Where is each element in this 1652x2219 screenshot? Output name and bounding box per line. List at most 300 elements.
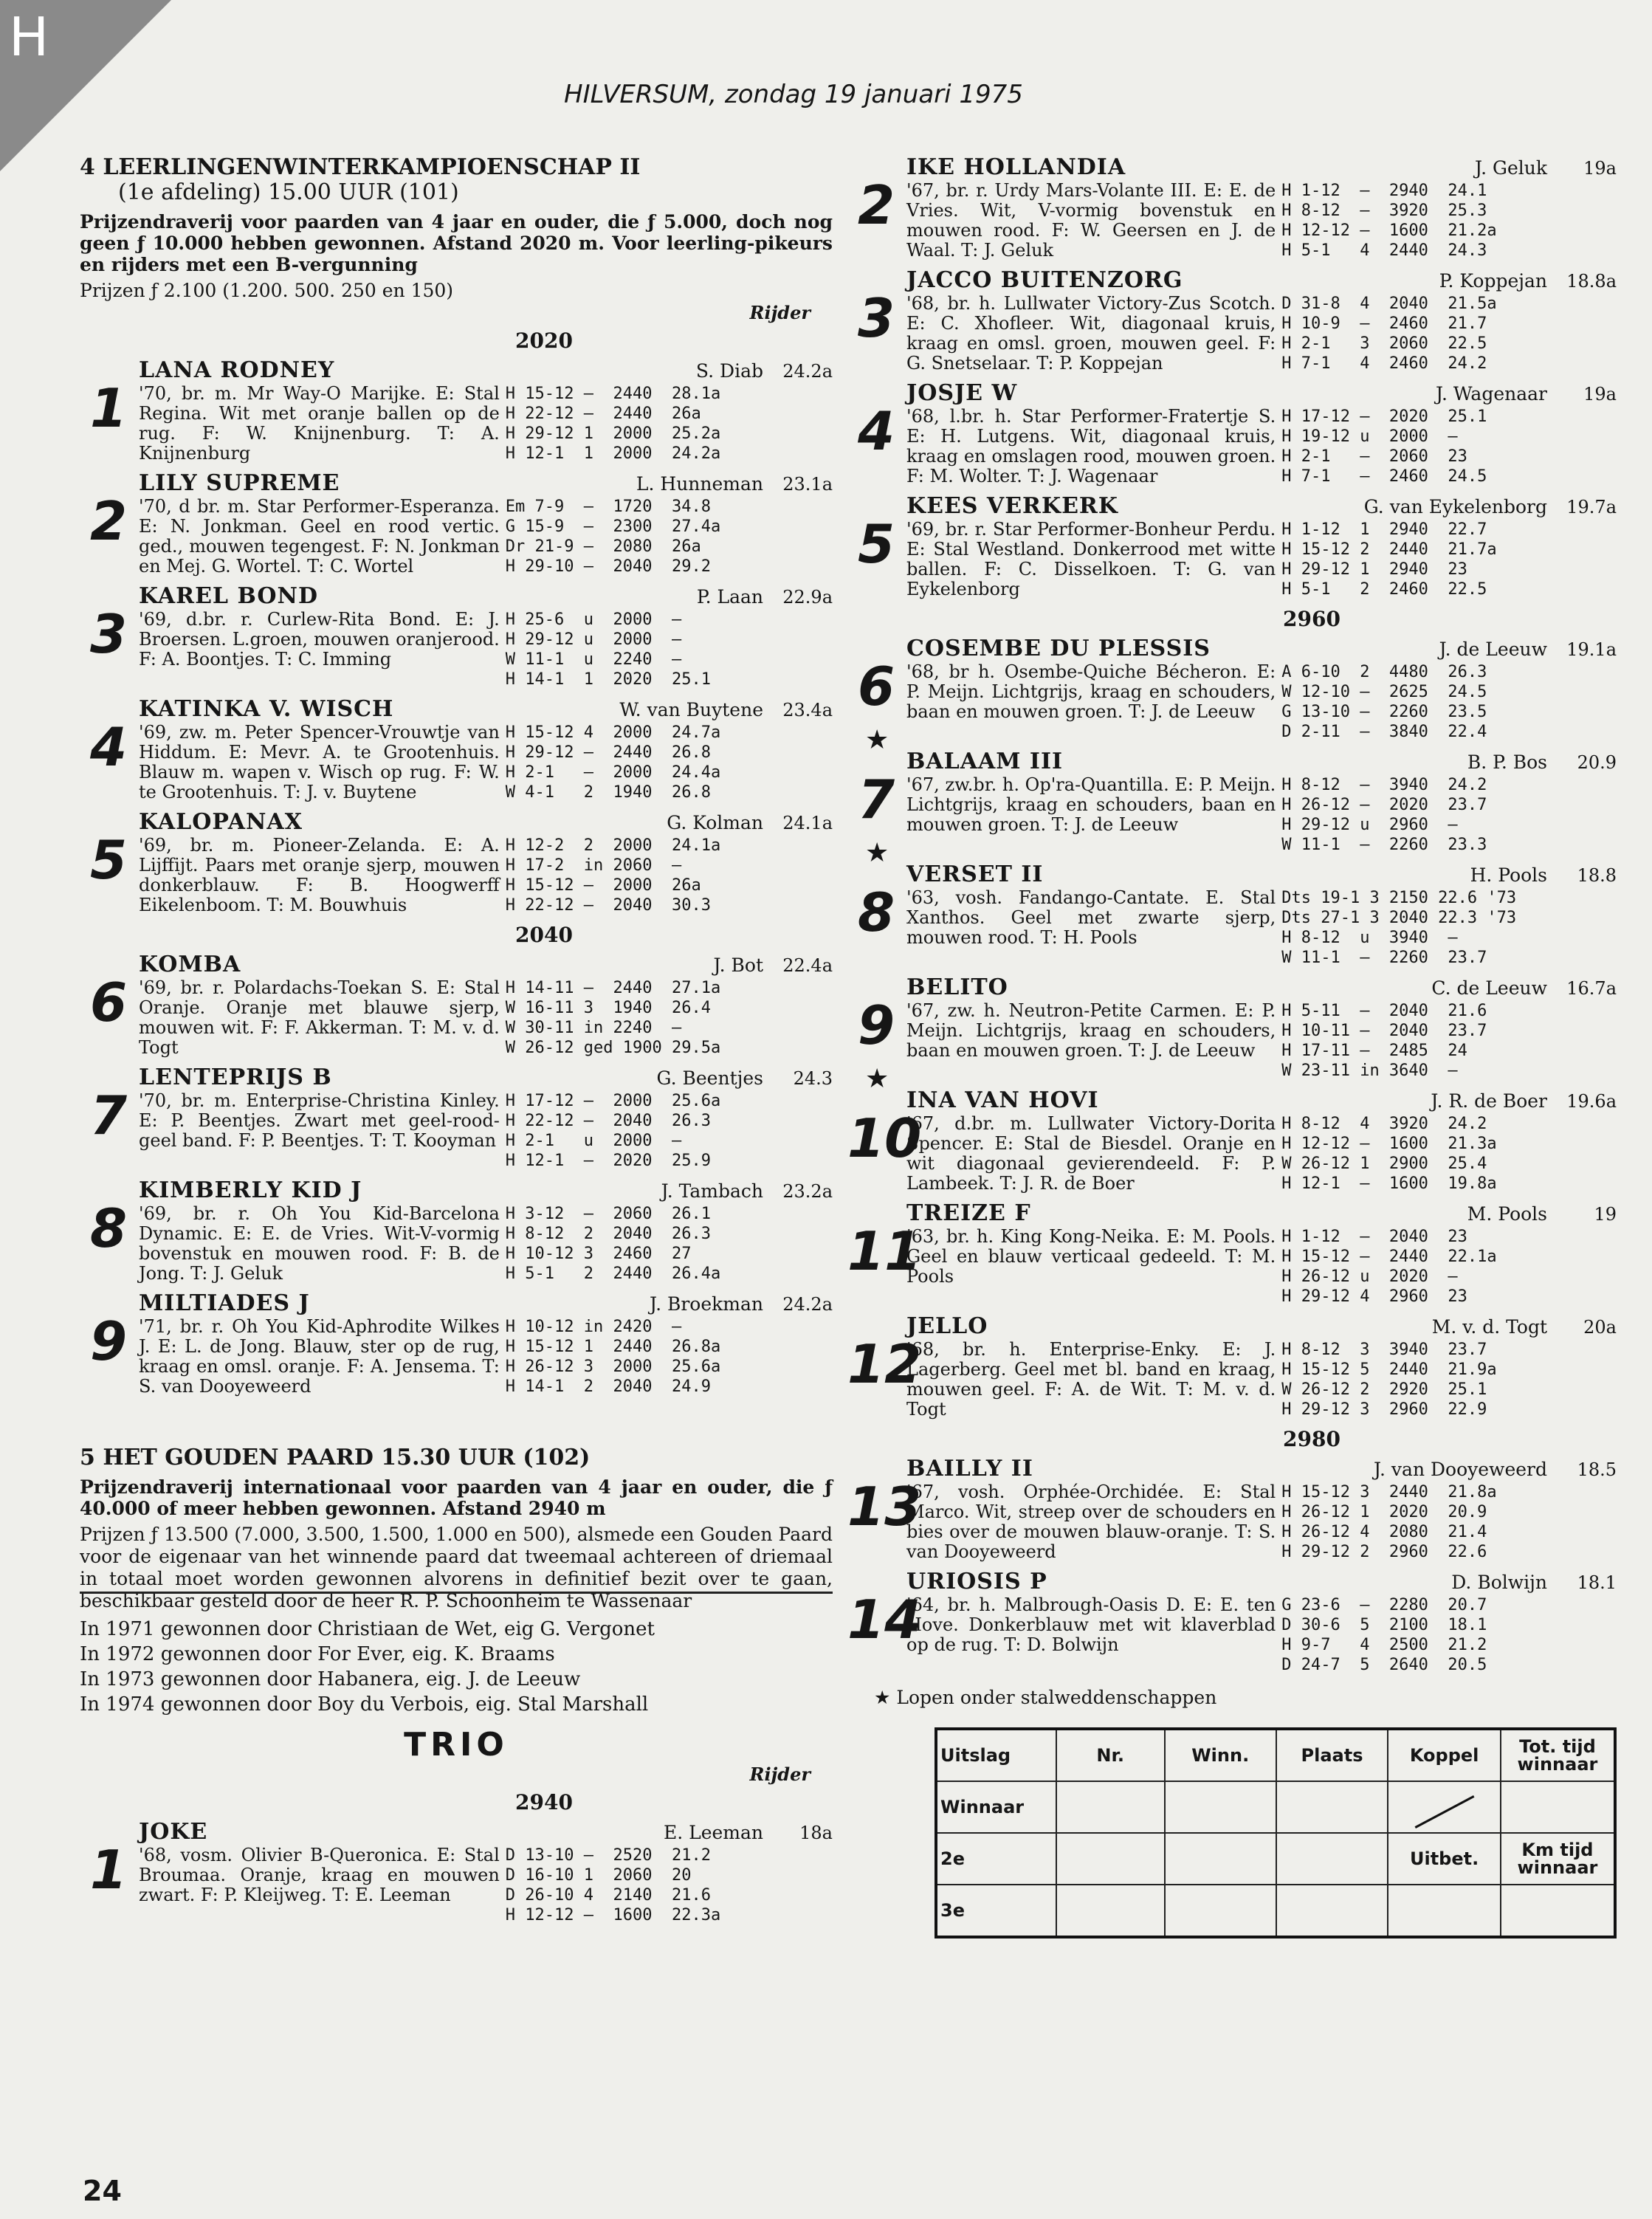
star-legend: ★ Lopen onder stalweddenschappen [874, 1687, 1217, 1708]
blank-cell [1276, 1781, 1388, 1833]
race-entry [847, 155, 1617, 261]
performance-line: H 17-12 — 2000 25.6a [505, 1092, 721, 1110]
horse-name: KIMBERLY KID J [139, 1177, 362, 1203]
horse-description: '67, d.br. m. Lullwater Victory-Dorita Spencer. E: Stal de Biesdel. Oranje en wit diagonaal gevierendeeld. F: P. Lambeek. T: J. R. de Boer [906, 1113, 1276, 1194]
performance-line: W 11-1 — 2260 23.3 [1281, 836, 1487, 854]
blank-cell [1501, 1885, 1615, 1937]
entry-header [139, 471, 833, 497]
rider-name: G. Beentjes [656, 1067, 763, 1089]
performance-line: D 13-10 — 2520 21.2 [505, 1846, 711, 1865]
performance-line: H 1-12 — 2040 23 [1281, 1228, 1467, 1246]
performance-line: H 22-12 — 2440 26a [505, 405, 701, 423]
recent-performances [1281, 888, 1617, 968]
header-cell: Plaats [1276, 1729, 1388, 1781]
start-number: 7 [857, 768, 895, 830]
race-entry [847, 749, 1617, 868]
horse-name: JOKE [139, 1819, 208, 1845]
race-entry [847, 268, 1617, 374]
recent-performances [506, 1845, 833, 1925]
record-time: 24.3 [793, 1068, 833, 1089]
race5-entries-2940 [80, 1820, 833, 1925]
entry-header [139, 1291, 833, 1317]
entry-body [906, 1595, 1617, 1675]
performance-line: H 10-12 3 2460 27 [505, 1245, 692, 1263]
entry-header [139, 697, 833, 723]
entry-body [139, 1091, 833, 1171]
entry-body [139, 978, 833, 1058]
performance-line: H 7-1 — 2460 24.5 [1281, 467, 1487, 486]
start-number: 14 [847, 1589, 922, 1651]
horse-description: '63, br. h. King Kong-Neika. E: M. Pools. Geel en blauw verticaal gedeeld. T: M. Pools [906, 1226, 1276, 1287]
race-entry [80, 471, 833, 577]
entry-header [906, 1088, 1617, 1114]
performance-line: D 30-6 5 2100 18.1 [1281, 1616, 1487, 1634]
horse-description: '71, br. r. Oh You Kid-Aphrodite Wilkes J. E: L. de Jong. Blauw, ster op de rug, kraag en omsl. oranje. F: A. Jensema. T: S. van Dooyeweerd [139, 1316, 500, 1397]
rider-name: P. Laan [696, 586, 763, 608]
horse-name: TREIZE F [906, 1200, 1031, 1226]
horse-name: KALOPANAX [139, 809, 303, 835]
entry-body [906, 1482, 1617, 1562]
start-number: 7 [89, 1084, 128, 1146]
performance-line: H 19-12 u 2000 — [1281, 427, 1458, 446]
performance-line: H 22-12 — 2040 30.3 [505, 896, 711, 915]
entry-header [906, 1569, 1617, 1595]
horse-name: BELITO [906, 974, 1008, 1000]
start-number: 4 [857, 400, 895, 462]
race5-entries-2940-cont [847, 155, 1617, 599]
performance-line: H 12-1 1 2000 24.2a [505, 444, 721, 463]
recent-performances [506, 836, 833, 915]
rider-name: D. Bolwijn [1451, 1572, 1547, 1593]
horse-name: JELLO [906, 1313, 988, 1339]
row-label: 3e [936, 1885, 1056, 1937]
entry-body [139, 723, 833, 802]
horse-name: MILTIADES J [139, 1290, 310, 1316]
performance-line: W 26-12 1 2900 25.4 [1281, 1155, 1487, 1173]
performance-line: H 8-12 4 3920 24.2 [1281, 1115, 1487, 1133]
performance-line: H 12-1 — 1600 19.8a [1281, 1174, 1497, 1193]
start-number: 10 [847, 1107, 922, 1169]
performance-line: H 22-12 — 2040 26.3 [505, 1112, 711, 1130]
horse-name: VERSET II [906, 861, 1044, 887]
performance-line: H 2-1 3 2060 22.5 [1281, 334, 1487, 353]
horse-description: '68, br h. Osembe-Quiche Bécheron. E: P. Meijn. Lichtgrijs, kraag en schouders, baan en mouwen groen. T: J. de Leeuw [906, 661, 1276, 722]
horse-name: IKE HOLLANDIA [906, 154, 1126, 180]
performance-line: H 25-6 u 2000 — [505, 610, 682, 629]
performance-line: H 8-12 — 3940 24.2 [1281, 776, 1487, 794]
recent-performances [1281, 1001, 1617, 1081]
recent-performances [506, 723, 833, 802]
recent-performances [1281, 520, 1617, 599]
entry-header [906, 494, 1617, 520]
race-entry [847, 1569, 1617, 1675]
horse-description: '63, vosh. Fandango-Cantate. E. Stal Xanthos. Geel met zwarte sjerp, mouwen rood. T: H. Pools [906, 887, 1276, 948]
performance-line: H 26-12 — 2020 23.7 [1281, 796, 1487, 814]
entry-header [906, 268, 1617, 294]
winner-line: In 1972 gewonnen door For Ever, eig. K. Braams [80, 1643, 555, 1665]
rider-name: B. P. Bos [1467, 751, 1547, 773]
performance-line: H 15-12 — 2440 22.1a [1281, 1248, 1497, 1266]
entry-body [906, 662, 1617, 742]
blank-cell [1388, 1885, 1501, 1937]
entry-body [906, 181, 1617, 261]
record-time: 19.7a [1566, 497, 1617, 517]
start-number: 5 [89, 829, 128, 891]
rider-name: M. v. d. Togt [1431, 1316, 1547, 1338]
start-number: 5 [857, 513, 895, 575]
entry-header [139, 358, 833, 384]
blank-cell [1501, 1781, 1615, 1833]
rider-name: J. Tambach [661, 1180, 763, 1202]
blank-cell [1056, 1833, 1165, 1885]
performance-line: H 15-12 — 2000 26a [505, 876, 701, 895]
race-entry [80, 1820, 833, 1925]
horse-name: KEES VERKERK [906, 493, 1118, 519]
header-cell: Uitslag [936, 1729, 1056, 1781]
performance-line: H 5-11 — 2040 21.6 [1281, 1002, 1487, 1020]
entry-body [906, 1001, 1617, 1081]
entry-body [139, 1845, 833, 1925]
right-column [847, 155, 1617, 1938]
winner-line: In 1974 gewonnen door Boy du Verbois, eig. Stal Marshall [80, 1693, 649, 1716]
race-entry [80, 1065, 833, 1171]
recent-performances [506, 497, 833, 577]
performance-line: H 12-12 — 1600 21.2a [1281, 221, 1497, 240]
previous-winners [80, 1617, 833, 1717]
start-number: 9 [857, 994, 895, 1056]
horse-name: LENTEPRIJS B [139, 1064, 332, 1090]
performance-line: H 15-12 — 2440 28.1a [505, 385, 721, 403]
horse-name: LILY SUPREME [139, 470, 340, 496]
race5-title: 5 HET GOUDEN PAARD 15.30 UUR (102) [80, 1445, 591, 1470]
entry-header [906, 155, 1617, 181]
performance-line: H 15-12 4 2000 24.7a [505, 723, 721, 742]
blank-cell [1056, 1781, 1165, 1833]
performance-line: W 23-11 in 3640 — [1281, 1062, 1458, 1080]
performance-line: D 24-7 5 2640 20.5 [1281, 1656, 1487, 1674]
race5-prizes: Prijzen ƒ 13.500 (7.000, 3.500, 1.500, 1.000 en 500), alsmede een Gouden Paard voor de eigenaar van het winnende paard dat tweemaal achtereen of driemaal in totaal moet worden gewonnen alvorens in definitief bezit over te gaan, beschikbaar gesteld door de heer R. P. Schoonheim te Wassenaar [80, 1524, 833, 1611]
rider-name: G. Kolman [667, 812, 763, 833]
record-time: 19.1a [1566, 639, 1617, 660]
horse-description: '70, d br. m. Star Performer-Esperanza. E: N. Jonkman. Geel en rood vertic. ged., mouwen tegengest. F: N. Jonkman en Mej. G. Wortel. T: C. Wortel [139, 496, 500, 577]
performance-line: H 8-12 u 3940 — [1281, 929, 1458, 947]
record-time: 23.1a [782, 474, 833, 495]
stable-bet-star-icon: ★ [865, 725, 889, 755]
rider-column-header: Rijder [749, 1764, 810, 1785]
race4-entries-2020 [80, 358, 833, 915]
performance-line: H 10-12 in 2420 — [505, 1318, 682, 1336]
race-entry [847, 862, 1617, 968]
race-entry [847, 1201, 1617, 1307]
horse-description: '67, zw.br. h. Op'ra-Quantilla. E: P. Meijn. Lichtgrijs, kraag en schouders, baan en mouwen groen. T: J. de Leeuw [906, 774, 1276, 835]
rider-name: L. Hunneman [636, 473, 763, 495]
row-label: 2e [936, 1833, 1056, 1885]
entry-header [139, 584, 833, 610]
section-divider [80, 1592, 833, 1594]
race-entry [847, 494, 1617, 599]
performance-line: H 15-12 2 2440 21.7a [1281, 540, 1497, 559]
race-entry [847, 1314, 1617, 1420]
race-entry [80, 810, 833, 915]
start-number: 3 [89, 603, 128, 665]
performance-line: H 26-12 1 2020 20.9 [1281, 1503, 1487, 1521]
distance-heading: 2960 [1283, 607, 1340, 631]
performance-line: H 15-12 1 2440 26.8a [505, 1338, 721, 1356]
performance-line: H 8-12 — 3920 25.3 [1281, 202, 1487, 220]
performance-line: H 15-12 3 2440 21.8a [1281, 1483, 1497, 1501]
record-time: 19a [1583, 158, 1617, 179]
horse-description: '68, l.br. h. Star Performer-Fratertje S. E: H. Lutgens. Wit, diagonaal kruis, kraag en omslagen rood, mouwen groen. F: M. Wolter. T: J. Wagenaar [906, 406, 1276, 486]
horse-description: '68, br. h. Lullwater Victory-Zus Scotch. E: C. Xhofleer. Wit, diagonaal kruis, kraag en omsl. groen, mouwen geel. F: G. Snetselaar. T: P. Koppejan [906, 293, 1276, 374]
horse-name: KATINKA V. WISCH [139, 696, 394, 722]
entry-body [139, 1317, 833, 1397]
performance-line: D 26-10 4 2140 21.6 [505, 1886, 711, 1905]
rider-column-header: Rijder [749, 302, 810, 323]
performance-line: G 15-9 — 2300 27.4a [505, 517, 721, 536]
performance-line: H 26-12 u 2020 — [1281, 1267, 1458, 1286]
recent-performances [506, 1317, 833, 1397]
record-time: 22.4a [782, 955, 833, 976]
record-time: 20.9 [1577, 752, 1617, 773]
horse-description: '69, d.br. r. Curlew-Rita Bond. E: J. Broersen. L.groen, mouwen oranjerood. F: A. Boontjes. T: C. Imming [139, 609, 500, 670]
performance-line: H 29-12 u 2960 — [1281, 816, 1458, 834]
blank-cell [1165, 1833, 1276, 1885]
horse-name: URIOSIS P [906, 1569, 1047, 1594]
performance-line: H 5-1 2 2440 26.4a [505, 1265, 721, 1283]
blank-cell [1276, 1833, 1388, 1885]
record-time: 16.7a [1566, 978, 1617, 999]
result-row-winnaar [936, 1781, 1615, 1833]
race5-description: Prijzendraverij internationaal voor paarden van 4 jaar en ouder, die ƒ 40.000 of meer hebben gewonnen. Afstand 2940 m [80, 1476, 833, 1519]
uitbet-cell: Uitbet. [1388, 1833, 1501, 1885]
performance-line: H 26-12 3 2000 25.6a [505, 1358, 721, 1376]
stable-bet-star-icon: ★ [865, 1064, 889, 1094]
race-entry [80, 1178, 833, 1284]
performance-line: A 6-10 2 4480 26.3 [1281, 663, 1487, 681]
performance-line: H 17-11 — 2485 24 [1281, 1042, 1467, 1060]
performance-line: D 31-8 4 2040 21.5a [1281, 295, 1497, 313]
entry-body [906, 294, 1617, 374]
winner-line: In 1971 gewonnen door Christiaan de Wet, eig G. Vergonet [80, 1618, 655, 1640]
performance-line: H 3-12 — 2060 26.1 [505, 1205, 711, 1223]
page-number: 24 [83, 2175, 122, 2207]
record-time: 18a [799, 1823, 833, 1843]
performance-line: Dts 27-1 3 2040 22.3 '73 [1281, 909, 1517, 927]
performance-line: W 26-12 ged 1900 29.5a [505, 1039, 721, 1057]
start-number: 13 [847, 1476, 922, 1538]
recent-performances [1281, 1482, 1617, 1562]
entry-body [906, 1227, 1617, 1307]
rider-name: J. Geluk [1475, 157, 1547, 179]
left-column [80, 155, 833, 1933]
race-entry [847, 381, 1617, 486]
performance-line: W 16-11 3 1940 26.4 [505, 999, 711, 1017]
race4-prizes: Prijzen ƒ 2.100 (1.200. 500. 250 en 150) [80, 280, 454, 301]
performance-line: H 26-12 4 2080 21.4 [1281, 1523, 1487, 1541]
record-time: 20a [1583, 1317, 1617, 1338]
horse-description: '69, br. m. Pioneer-Zelanda. E: A. Lijffijt. Paars met oranje sjerp, mouwen donkerblauw. F: B. Hoogwerff Eikelenboom. T: M. Bouwhuis [139, 835, 500, 915]
entry-body [139, 836, 833, 915]
performance-line: H 15-12 5 2440 21.9a [1281, 1360, 1497, 1379]
race4-subtitle: (1e afdeling) 15.00 UUR (101) [118, 179, 459, 205]
rider-name: J. Wagenaar [1435, 383, 1547, 405]
start-number: 12 [847, 1333, 922, 1395]
performance-line: H 29-12 — 2440 26.8 [505, 743, 711, 762]
performance-line: H 29-12 1 2940 23 [1281, 560, 1467, 579]
horse-name: KAREL BOND [139, 583, 318, 609]
horse-description: '69, br. r. Oh You Kid-Barcelona Dynamic. E: E. de Vries. Wit-V-vormig bovenstuk en mouwen rood. F: B. de Jong. T: J. Geluk [139, 1203, 500, 1284]
start-number: 6 [857, 656, 895, 718]
race-entry [80, 358, 833, 464]
horse-name: LANA RODNEY [139, 357, 335, 383]
rider-name: J. R. de Boer [1431, 1090, 1547, 1112]
record-time: 24.1a [782, 813, 833, 833]
distance-heading: 2980 [1283, 1427, 1340, 1451]
performance-line: H 29-12 1 2000 25.2a [505, 424, 721, 443]
recent-performances [1281, 1114, 1617, 1194]
entry-body [139, 610, 833, 689]
distance-heading: 2020 [515, 328, 573, 353]
entry-header [906, 1314, 1617, 1340]
performance-line: H 9-7 4 2500 21.2 [1281, 1636, 1487, 1654]
performance-line: W 12-10 — 2625 24.5 [1281, 683, 1487, 701]
performance-line: Em 7-9 — 1720 34.8 [505, 498, 711, 516]
performance-line: W 26-12 2 2920 25.1 [1281, 1380, 1487, 1399]
rider-name: J. de Leeuw [1439, 639, 1547, 660]
entry-header [139, 810, 833, 836]
record-time: 18.8a [1566, 271, 1617, 292]
km-tijd-cell: Km tijd winnaar [1501, 1833, 1615, 1885]
distance-heading: 2940 [515, 1790, 573, 1814]
entry-header [906, 636, 1617, 662]
header-cell: Winn. [1165, 1729, 1276, 1781]
record-time: 23.2a [782, 1181, 833, 1202]
corner-letter: H [9, 6, 49, 68]
blank-cell [1165, 1781, 1276, 1833]
record-time: 19 [1594, 1204, 1617, 1225]
performance-line: W 4-1 2 1940 26.8 [505, 783, 711, 802]
entry-header [906, 749, 1617, 775]
blank-cell [1165, 1885, 1276, 1937]
start-number: 1 [89, 1839, 128, 1901]
performance-line: Dr 21-9 — 2080 26a [505, 537, 701, 556]
recent-performances [506, 978, 833, 1058]
horse-description: '68, vosm. Olivier B-Queronica. E: Stal Broumaa. Oranje, kraag en mouwen zwart. F: P. Kleijweg. T: E. Leeman [139, 1845, 500, 1905]
slash-mark [1414, 1795, 1474, 1828]
performance-line: H 5-1 4 2440 24.3 [1281, 241, 1487, 260]
entry-header [906, 1456, 1617, 1482]
performance-line: H 12-12 — 1600 21.3a [1281, 1135, 1497, 1153]
winner-line: In 1973 gewonnen door Habanera, eig. J. de Leeuw [80, 1668, 581, 1690]
performance-line: H 12-12 — 1600 22.3a [505, 1906, 721, 1924]
result-row-3e [936, 1885, 1615, 1937]
performance-line: H 2-1 u 2000 — [505, 1132, 682, 1150]
performance-line: H 1-12 1 2940 22.7 [1281, 520, 1487, 539]
race-entry [80, 952, 833, 1058]
result-row-2e [936, 1833, 1615, 1885]
start-number: 2 [857, 174, 895, 236]
entry-body [906, 775, 1617, 855]
rider-name: H. Pools [1470, 864, 1547, 886]
page-header: HILVERSUM, zondag 19 januari 1975 [564, 80, 1023, 109]
performance-line: H 29-12 u 2000 — [505, 630, 682, 649]
performance-line: H 29-10 — 2040 29.2 [505, 557, 711, 576]
recent-performances [506, 610, 833, 689]
race-entry [80, 584, 833, 689]
horse-name: COSEMBE DU PLESSIS [906, 636, 1211, 661]
race4-entries-2040 [80, 952, 833, 1397]
distance-heading: 2040 [515, 923, 573, 947]
header-cell: Koppel [1388, 1729, 1501, 1781]
recent-performances [506, 1204, 833, 1284]
entry-body [906, 888, 1617, 968]
performance-line: H 29-12 3 2960 22.9 [1281, 1400, 1487, 1419]
rider-name: J. Bot [713, 954, 763, 976]
record-time: 23.4a [782, 700, 833, 720]
trio-heading: TRIO [404, 1726, 509, 1764]
performance-line: D 16-10 1 2060 20 [505, 1866, 692, 1885]
start-number: 1 [89, 377, 128, 439]
performance-line: W 11-1 — 2260 23.7 [1281, 949, 1487, 967]
recent-performances [506, 384, 833, 464]
record-time: 18.5 [1577, 1459, 1617, 1480]
performance-line: H 17-12 — 2020 25.1 [1281, 407, 1487, 426]
record-time: 19a [1583, 384, 1617, 405]
start-number: 4 [89, 716, 128, 778]
recent-performances [1281, 294, 1617, 374]
start-number: 2 [89, 490, 128, 552]
horse-name: BALAAM III [906, 749, 1064, 774]
header-cell: Nr. [1056, 1729, 1165, 1781]
entry-body [139, 1204, 833, 1284]
entry-header [906, 862, 1617, 888]
entry-header [906, 975, 1617, 1001]
performance-line: H 12-2 2 2000 24.1a [505, 836, 721, 855]
race4-description: Prijzendraverij voor paarden van 4 jaar en ouder, die ƒ 5.000, doch nog geen ƒ 10.000 hebben gewonnen. Afstand 2020 m. Voor leerling-pikeurs en rijders met een B-vergunning [80, 211, 833, 275]
start-number: 9 [89, 1310, 128, 1372]
horse-description: '64, br. h. Malbrough-Oasis D. E: E. ten Hove. Donkerblauw met wit klaverblad op de rug. T: D. Bolwijn [906, 1594, 1276, 1655]
performance-line: H 17-2 in 2060 — [505, 856, 682, 875]
horse-name: BAILLY II [906, 1456, 1033, 1482]
performance-line: H 29-12 2 2960 22.6 [1281, 1543, 1487, 1561]
row-label: Winnaar [936, 1781, 1056, 1833]
record-time: 24.2a [782, 361, 833, 382]
entry-body [906, 1114, 1617, 1194]
rider-name: J. Broekman [649, 1293, 763, 1315]
record-time: 18.1 [1577, 1572, 1617, 1593]
record-time: 18.8 [1577, 865, 1617, 886]
entry-body [139, 497, 833, 577]
horse-description: '70, br. m. Enterprise-Christina Kinley. E: P. Beentjes. Zwart met geel-rood-geel band. F: P. Beentjes. T: T. Kooyman [139, 1090, 500, 1151]
performance-line: H 14-11 — 2440 27.1a [505, 979, 721, 997]
result-header-row [936, 1729, 1615, 1781]
race-entry [80, 1291, 833, 1397]
race5-entries-2960 [847, 636, 1617, 1420]
horse-description: '69, br. r. Star Performer-Bonheur Perdu. E: Stal Westland. Donkerrood met witte ballen. F: C. Disselkoen. T: G. van Eykelenborg [906, 519, 1276, 599]
race4-title: 4 LEERLINGENWINTERKAMPIOENSCHAP II (1e afdeling) 15.00 UUR (101) [80, 155, 833, 205]
entry-body [906, 407, 1617, 486]
performance-line: H 29-12 4 2960 23 [1281, 1287, 1467, 1306]
horse-description: '70, br. m. Mr Way-O Marijke. E: Stal Regina. Wit met oranje ballen op de rug. F: W. Knijnenburg. T: A. Knijnenburg [139, 383, 500, 464]
entry-header [139, 952, 833, 978]
stable-bet-star-icon: ★ [865, 838, 889, 868]
entry-body [906, 1340, 1617, 1420]
rider-name: P. Koppejan [1439, 270, 1547, 292]
entry-header [906, 381, 1617, 407]
horse-name: JACCO BUITENZORG [906, 267, 1183, 293]
performance-line: D 2-11 — 3840 22.4 [1281, 723, 1487, 741]
performance-line: H 10-11 — 2040 23.7 [1281, 1022, 1487, 1040]
